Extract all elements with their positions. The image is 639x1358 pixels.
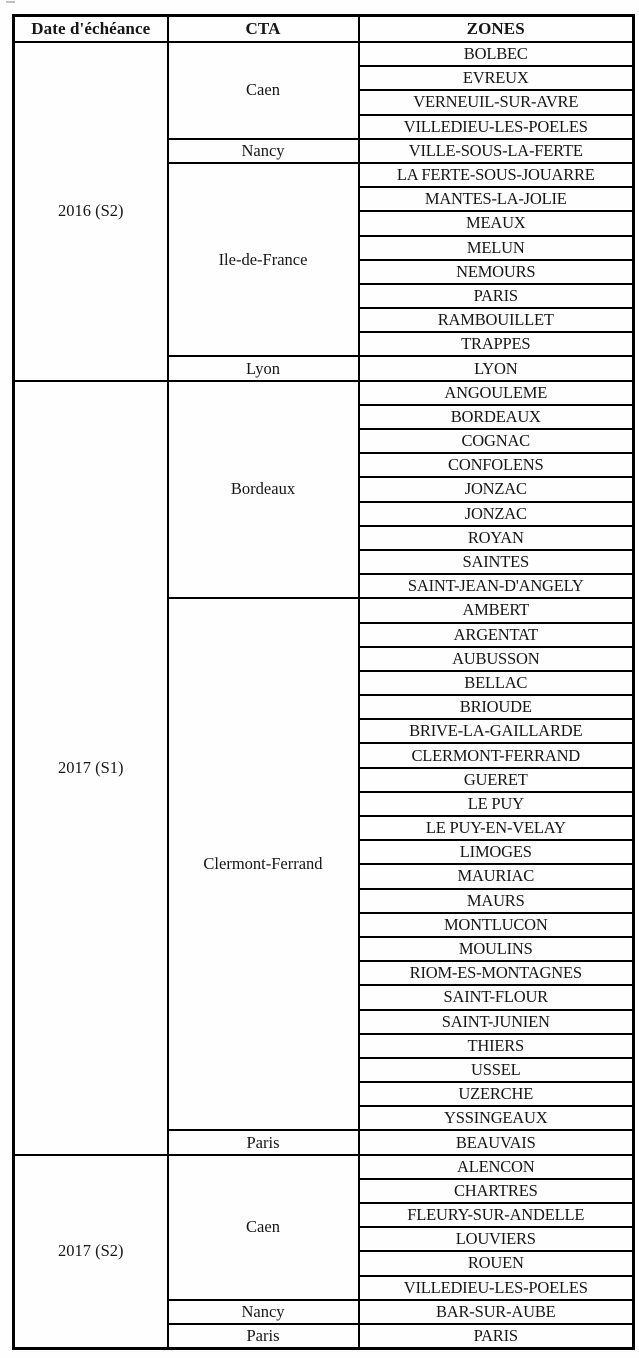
zone-cell: THIERS [359, 1034, 634, 1058]
zone-cell: ROUEN [359, 1251, 634, 1275]
zone-cell: MELUN [359, 236, 634, 260]
cta-cell: Lyon [168, 356, 359, 380]
zone-cell: NEMOURS [359, 260, 634, 284]
col-header-date: Date d'échéance [14, 16, 168, 43]
table-body [14, 42, 634, 1349]
cta-cell: Nancy [168, 139, 359, 163]
zone-cell: SAINT-FLOUR [359, 985, 634, 1009]
zone-cell: LE PUY-EN-VELAY [359, 816, 634, 840]
zone-cell: CONFOLENS [359, 453, 634, 477]
zone-cell: PARIS [359, 1324, 634, 1349]
zone-cell: JONZAC [359, 502, 634, 526]
zone-cell: FLEURY-SUR-ANDELLE [359, 1203, 634, 1227]
col-header-cta: CTA [168, 16, 359, 43]
zone-cell: VILLE-SOUS-LA-FERTE [359, 139, 634, 163]
cta-cell: Caen [168, 42, 359, 139]
zone-cell: MOULINS [359, 937, 634, 961]
zone-cell: SAINT-JUNIEN [359, 1010, 634, 1034]
zone-cell: ALENCON [359, 1155, 634, 1179]
zone-cell: TRAPPES [359, 332, 634, 356]
date-cell: 2017 (S1) [14, 381, 168, 1155]
zone-cell: LYON [359, 356, 634, 380]
cta-cell: Bordeaux [168, 381, 359, 599]
zone-cell: LOUVIERS [359, 1227, 634, 1251]
zone-cell: AMBERT [359, 598, 634, 622]
zone-cell: SAINTES [359, 550, 634, 574]
cta-cell: Paris [168, 1130, 359, 1154]
zone-cell: CHARTRES [359, 1179, 634, 1203]
zone-cell: RIOM-ES-MONTAGNES [359, 961, 634, 985]
zone-cell: RAMBOUILLET [359, 308, 634, 332]
zone-cell: BRIOUDE [359, 695, 634, 719]
zone-cell: MAURS [359, 889, 634, 913]
zone-cell: SAINT-JEAN-D'ANGELY [359, 574, 634, 598]
zone-cell: BELLAC [359, 671, 634, 695]
zone-cell: BRIVE-LA-GAILLARDE [359, 719, 634, 743]
zone-cell: MEAUX [359, 211, 634, 235]
table-row [14, 381, 634, 405]
echeance-table [12, 14, 635, 1350]
table-row [14, 42, 634, 66]
col-header-zones: ZONES [359, 16, 634, 43]
zone-cell: BEAUVAIS [359, 1130, 634, 1154]
zone-cell: LE PUY [359, 792, 634, 816]
table-row [14, 1155, 634, 1179]
zone-cell: JONZAC [359, 477, 634, 501]
zone-cell: CLERMONT-FERRAND [359, 743, 634, 767]
header-row [14, 16, 634, 43]
date-cell: 2017 (S2) [14, 1155, 168, 1349]
cta-cell: Nancy [168, 1300, 359, 1324]
zone-cell: EVREUX [359, 66, 634, 90]
date-cell: 2016 (S2) [14, 42, 168, 381]
zone-cell: ANGOULEME [359, 381, 634, 405]
zone-cell: VERNEUIL-SUR-AVRE [359, 90, 634, 114]
zone-cell: BOLBEC [359, 42, 634, 66]
zone-cell: ARGENTAT [359, 623, 634, 647]
zone-cell: BORDEAUX [359, 405, 634, 429]
zone-cell: YSSINGEAUX [359, 1106, 634, 1130]
cta-cell: Ile-de-France [168, 163, 359, 357]
zone-cell: BAR-SUR-AUBE [359, 1300, 634, 1324]
scan-artifact-mark [6, 1, 15, 3]
zone-cell: ROYAN [359, 526, 634, 550]
cta-cell: Caen [168, 1155, 359, 1300]
zone-cell: VILLEDIEU-LES-POELES [359, 1276, 634, 1300]
cta-cell: Clermont-Ferrand [168, 598, 359, 1130]
zone-cell: USSEL [359, 1058, 634, 1082]
zone-cell: COGNAC [359, 429, 634, 453]
zone-cell: VILLEDIEU-LES-POELES [359, 115, 634, 139]
zone-cell: GUERET [359, 768, 634, 792]
zone-cell: AUBUSSON [359, 647, 634, 671]
zone-cell: LIMOGES [359, 840, 634, 864]
zone-cell: MONTLUCON [359, 913, 634, 937]
zone-cell: MAURIAC [359, 864, 634, 888]
zone-cell: LA FERTE-SOUS-JOUARRE [359, 163, 634, 187]
zone-cell: MANTES-LA-JOLIE [359, 187, 634, 211]
zone-cell: PARIS [359, 284, 634, 308]
zone-cell: UZERCHE [359, 1082, 634, 1106]
cta-cell: Paris [168, 1324, 359, 1349]
